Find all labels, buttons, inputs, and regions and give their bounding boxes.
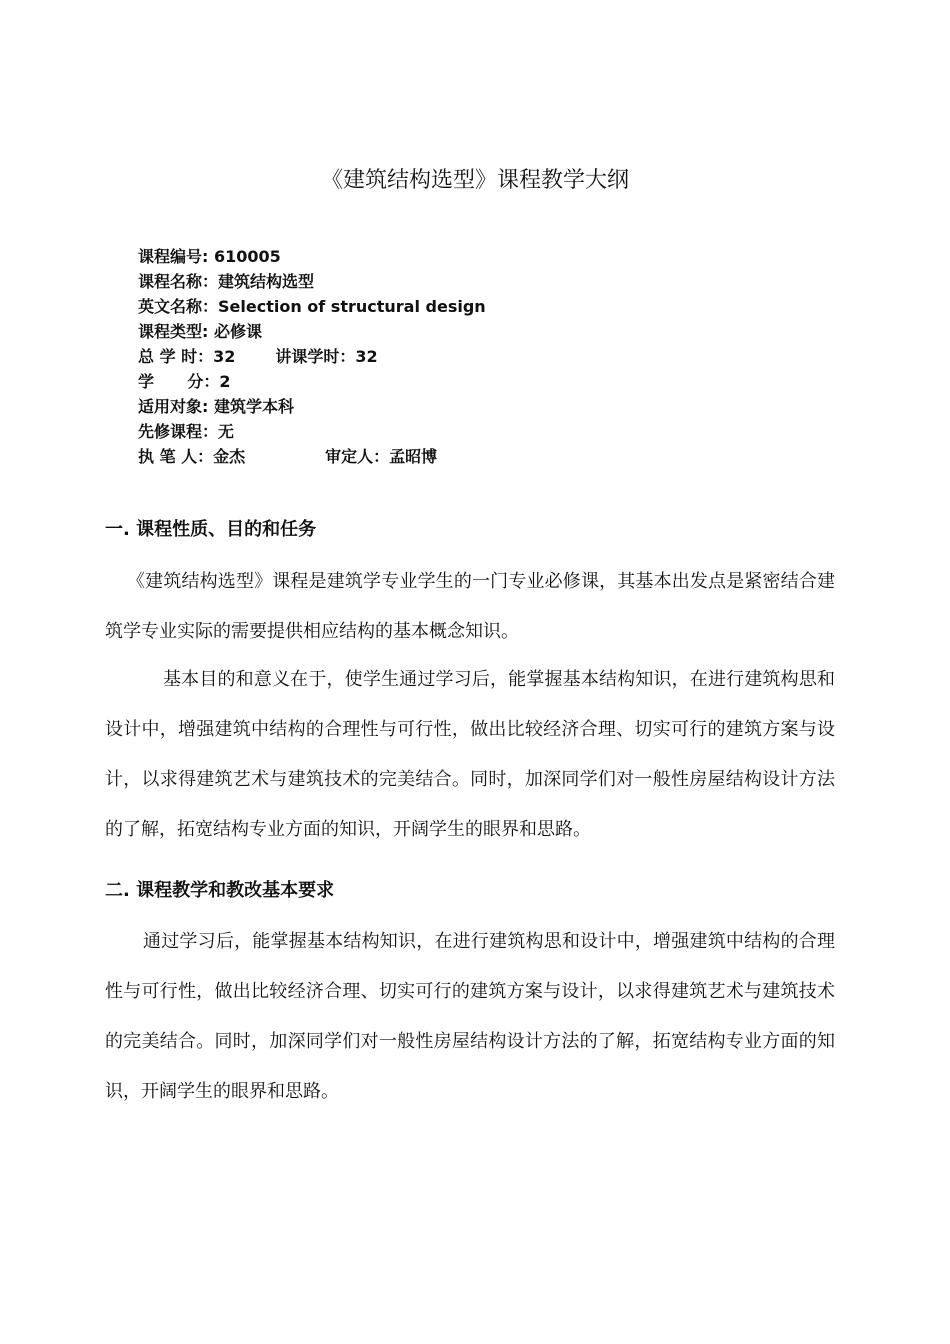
course-name: 课程名称：建筑结构选型	[138, 272, 315, 291]
section-2-paragraph-1: 通过学习后，能掌握基本结构知识，在进行建筑构思和设计中，增强建筑中结构的合理性与可行性，做出比较经济合理、切实可行的建筑方案与设计，以求得建筑艺术与建筑技术的完美结合。同时，加深同学们对一般性房屋结构设计方法的了解，拓宽结构专业方面的知识，开阔学生的眼界和思路。	[105, 931, 835, 1102]
section-heading-1: 一. 课程性质、目的和任务	[105, 519, 317, 540]
section-1-paragraph-1: 《建筑结构选型》课程是建筑学专业学生的一门专业必修课，其基本出发点是紧密结合建筑学专业实际的需要提供相应结构的基本概念知识。	[105, 571, 835, 642]
lecture-hours: 讲课学时：32	[275, 347, 378, 366]
course-code: 课程编号: 610005	[138, 247, 281, 266]
english-name: 英文名称：Selection of structural design	[138, 297, 486, 316]
credits: 学 分：2	[138, 372, 231, 391]
author: 执 笔 人：金杰	[138, 447, 246, 466]
section-1-paragraph-2: 基本目的和意义在于，使学生通过学习后，能掌握基本结构知识，在进行建筑构思和设计中，增强建筑中结构的合理性与可行性，做出比较经济合理、切实可行的建筑方案与设计，以求得建筑艺术与建筑技术的完美结合。同时，加深同学们对一般性房屋结构设计方法的了解，拓宽结构专业方面的知识，开阔学生的眼界和思路。	[105, 669, 835, 840]
author-row	[138, 444, 486, 469]
course-type: 课程类型: 必修课	[138, 322, 262, 341]
reviewer: 审定人：孟昭博	[325, 447, 438, 466]
hours-row	[138, 344, 486, 369]
audience: 适用对象: 建筑学本科	[138, 397, 294, 416]
course-info-block	[138, 244, 486, 469]
page-title: 《建筑结构选型》课程教学大纲	[320, 168, 629, 193]
section-heading-2: 二. 课程教学和教改基本要求	[105, 880, 335, 901]
prerequisite: 先修课程：无	[138, 422, 235, 441]
total-hours: 总 学 时：32	[138, 347, 236, 366]
